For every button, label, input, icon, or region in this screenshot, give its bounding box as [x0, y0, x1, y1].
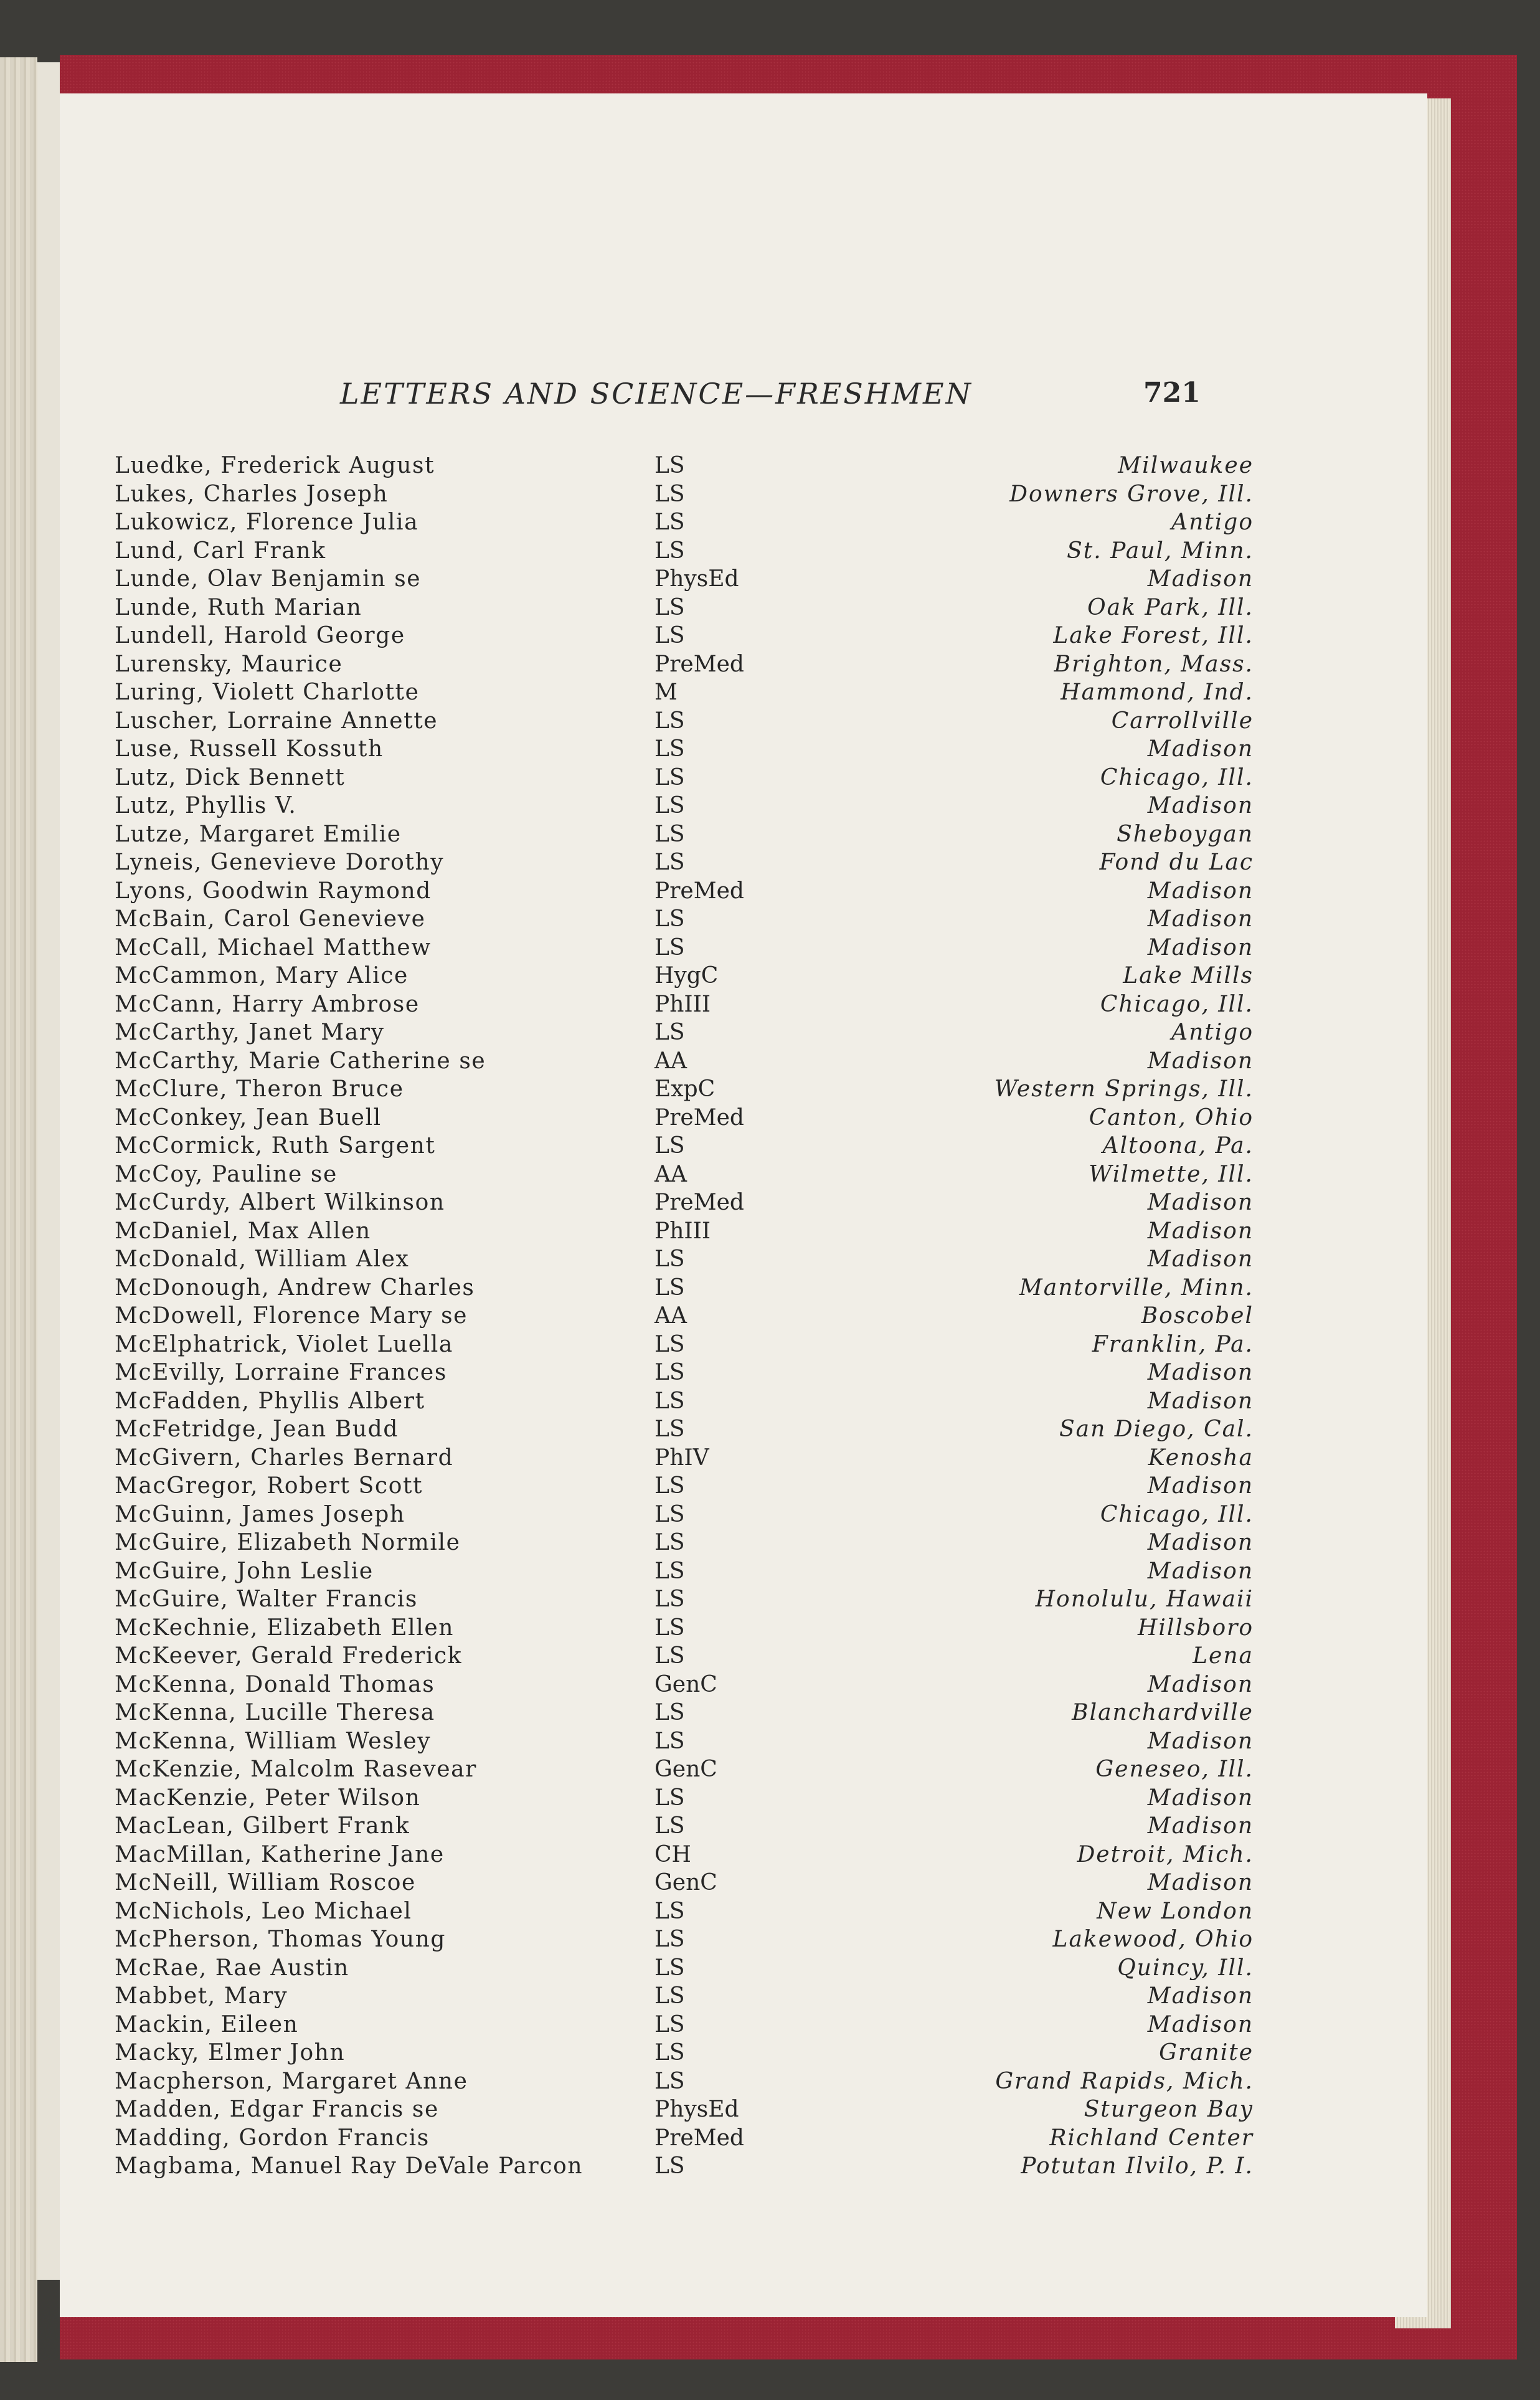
course-code: LS — [654, 510, 685, 535]
student-name: McCall, Michael Matthew — [115, 934, 432, 960]
list-item — [60, 820, 1427, 849]
course-code: LS — [654, 1587, 685, 1612]
list-item — [60, 1897, 1427, 1926]
list-item — [60, 2067, 1427, 2096]
course-code: LS — [654, 538, 685, 564]
course-code: LS — [654, 821, 685, 847]
hometown: Chicago, Ill. — [1100, 1501, 1254, 1527]
page-header — [60, 377, 1427, 414]
list-item — [60, 905, 1427, 934]
student-name: McConkey, Jean Buell — [115, 1104, 382, 1131]
student-name: McCarthy, Janet Mary — [115, 1020, 385, 1045]
student-name: MacKenzie, Peter Wilson — [115, 1785, 421, 1811]
list-item — [60, 565, 1427, 594]
course-code: LS — [654, 1501, 685, 1527]
course-code: GenC — [654, 1870, 717, 1895]
hometown: Madison — [1147, 1530, 1254, 1555]
course-code: LS — [654, 1927, 685, 1952]
hometown: Carrollville — [1111, 708, 1254, 734]
list-item — [60, 1841, 1427, 1869]
student-name: Macky, Elmer John — [115, 2040, 346, 2066]
hometown: Grand Rapids, Mich. — [995, 2068, 1254, 2094]
list-item — [60, 508, 1427, 537]
course-code: LS — [654, 736, 685, 762]
list-item — [60, 792, 1427, 820]
hometown: Madison — [1147, 736, 1254, 762]
list-item — [60, 764, 1427, 792]
student-name: McGuinn, James Joseph — [115, 1501, 405, 1527]
course-code: LS — [654, 1246, 685, 1272]
list-item — [60, 735, 1427, 764]
course-code: LS — [654, 2040, 685, 2066]
student-name: Lutz, Dick Bennett — [115, 764, 346, 790]
list-item — [60, 2124, 1427, 2153]
book-page — [60, 93, 1427, 2317]
hometown: Madison — [1147, 1048, 1254, 1074]
course-code: LS — [654, 453, 685, 478]
list-item — [60, 1982, 1427, 2011]
student-name: Lyons, Goodwin Raymond — [115, 878, 432, 904]
list-item — [60, 877, 1427, 906]
student-name: Madding, Gordon Francis — [115, 2125, 430, 2151]
course-code: PhIII — [654, 991, 711, 1017]
course-code: LS — [654, 708, 685, 734]
hometown: San Diego, Cal. — [1059, 1416, 1254, 1442]
student-name: McEvilly, Lorraine Frances — [115, 1360, 447, 1385]
course-code: M — [654, 680, 678, 705]
course-code: LS — [654, 1133, 685, 1159]
list-item — [60, 1585, 1427, 1614]
hometown: Madison — [1147, 934, 1254, 960]
course-code: AA — [654, 1303, 687, 1329]
hometown: Madison — [1147, 1671, 1254, 1697]
list-item — [60, 2011, 1427, 2039]
list-item — [60, 2095, 1427, 2124]
course-code: LS — [654, 1728, 685, 1754]
course-code: AA — [654, 1048, 687, 1074]
course-code: PreMed — [654, 651, 744, 677]
list-item — [60, 707, 1427, 736]
student-name: Lutze, Margaret Emilie — [115, 821, 402, 847]
list-item — [60, 480, 1427, 509]
hometown: St. Paul, Minn. — [1067, 538, 1254, 564]
course-code: LS — [654, 1388, 685, 1414]
hometown: Lake Mills — [1123, 963, 1254, 989]
course-code: LS — [654, 594, 685, 620]
course-code: LS — [654, 1898, 685, 1924]
student-name: Luring, Violett Charlotte — [115, 680, 420, 705]
hometown: Fond du Lac — [1099, 850, 1254, 875]
student-name: Lunde, Olav Benjamin se — [115, 566, 422, 592]
student-name: McGuire, Walter Francis — [115, 1587, 418, 1612]
course-code: PreMed — [654, 878, 744, 904]
student-name: McRae, Rae Austin — [115, 1955, 349, 1981]
student-name: Mackin, Eileen — [115, 2011, 299, 2037]
student-name: McDonough, Andrew Charles — [115, 1274, 475, 1301]
list-item — [60, 1755, 1427, 1784]
student-name: Lutz, Phyllis V. — [115, 793, 297, 818]
student-name: Luedke, Frederick August — [115, 453, 435, 478]
hometown: Madison — [1147, 1218, 1254, 1244]
hometown: Madison — [1147, 1983, 1254, 2009]
hometown: Madison — [1147, 878, 1254, 904]
hometown: Madison — [1147, 1870, 1254, 1895]
course-code: LS — [654, 1473, 685, 1499]
student-name: Luscher, Lorraine Annette — [115, 708, 438, 734]
list-item — [60, 934, 1427, 962]
student-name: McElphatrick, Violet Luella — [115, 1331, 453, 1357]
student-name: Lund, Carl Frank — [115, 538, 326, 564]
list-item — [60, 1018, 1427, 1047]
course-code: PhysEd — [654, 566, 739, 592]
course-code: ExpC — [654, 1076, 716, 1102]
course-code: LS — [654, 793, 685, 818]
list-item — [60, 1472, 1427, 1501]
student-name: McGuire, John Leslie — [115, 1558, 374, 1584]
list-item — [60, 1245, 1427, 1274]
hometown: Brighton, Mass. — [1054, 651, 1254, 677]
course-code: LS — [654, 1643, 685, 1669]
list-item — [60, 990, 1427, 1019]
course-code: PhIV — [654, 1444, 709, 1471]
hometown: Boscobel — [1141, 1303, 1254, 1329]
hometown: Kenosha — [1148, 1444, 1254, 1471]
hometown: Madison — [1147, 793, 1254, 818]
list-item — [60, 1812, 1427, 1841]
course-code: LS — [654, 1558, 685, 1584]
hometown: Madison — [1147, 1246, 1254, 1272]
course-code: PreMed — [654, 2125, 744, 2151]
list-item — [60, 650, 1427, 679]
student-name: McCammon, Mary Alice — [115, 963, 409, 989]
list-item — [60, 537, 1427, 566]
hometown: Potutan Ilvilo, P. I. — [1021, 2153, 1254, 2179]
hometown: Quincy, Ill. — [1117, 1955, 1254, 1981]
list-item — [60, 1075, 1427, 1104]
list-item — [60, 1444, 1427, 1473]
hometown: Detroit, Mich. — [1077, 1841, 1254, 1867]
hometown: Madison — [1147, 566, 1254, 592]
student-name: McGivern, Charles Bernard — [115, 1444, 454, 1471]
hometown: Western Springs, Ill. — [994, 1076, 1254, 1102]
hometown: Antigo — [1171, 510, 1254, 535]
hometown: Madison — [1147, 1190, 1254, 1215]
hometown: Milwaukee — [1118, 453, 1254, 478]
list-item — [60, 1132, 1427, 1160]
list-item — [60, 1925, 1427, 1954]
list-item — [60, 452, 1427, 480]
course-code: LS — [654, 1785, 685, 1811]
list-item — [60, 2039, 1427, 2067]
student-list — [60, 452, 1427, 2181]
student-name: McFetridge, Jean Budd — [115, 1416, 399, 1442]
hometown: Franklin, Pa. — [1092, 1331, 1254, 1357]
hometown: Mantorville, Minn. — [1019, 1274, 1254, 1301]
course-code: LS — [654, 1274, 685, 1301]
list-item — [60, 962, 1427, 990]
course-code: LS — [654, 934, 685, 960]
list-item — [60, 1642, 1427, 1671]
course-code: LS — [654, 1955, 685, 1981]
list-item — [60, 1217, 1427, 1246]
course-code: LS — [654, 1615, 685, 1641]
list-item — [60, 1047, 1427, 1076]
hometown: Madison — [1147, 1785, 1254, 1811]
hometown: Chicago, Ill. — [1100, 991, 1254, 1017]
course-code: LS — [654, 906, 685, 932]
hometown: Lena — [1193, 1643, 1254, 1669]
hometown: Antigo — [1171, 1020, 1254, 1045]
list-item — [60, 622, 1427, 650]
student-name: McKechnie, Elizabeth Ellen — [115, 1615, 455, 1641]
list-item — [60, 848, 1427, 877]
student-name: McKenna, Lucille Theresa — [115, 1700, 435, 1725]
list-item — [60, 1699, 1427, 1727]
course-code: LS — [654, 1360, 685, 1385]
hometown: Wilmette, Ill. — [1089, 1161, 1254, 1187]
hometown: Lake Forest, Ill. — [1053, 623, 1254, 648]
course-code: PreMed — [654, 1104, 744, 1131]
facing-page-edge — [0, 57, 37, 2362]
course-code: LS — [654, 850, 685, 875]
list-item — [60, 1104, 1427, 1132]
course-code: LS — [654, 1700, 685, 1725]
list-item — [60, 1330, 1427, 1359]
list-item — [60, 2152, 1427, 2181]
list-item — [60, 1274, 1427, 1302]
list-item — [60, 678, 1427, 707]
student-name: Lyneis, Genevieve Dorothy — [115, 850, 445, 875]
course-code: AA — [654, 1161, 687, 1187]
student-name: MacLean, Gilbert Frank — [115, 1813, 410, 1839]
student-name: Lurensky, Maurice — [115, 651, 343, 677]
course-code: LS — [654, 1416, 685, 1442]
course-code: LS — [654, 764, 685, 790]
hometown: Madison — [1147, 1813, 1254, 1839]
course-code: LS — [654, 2011, 685, 2037]
course-code: PreMed — [654, 1190, 744, 1215]
course-code: LS — [654, 2153, 685, 2179]
hometown: Richland Center — [1049, 2125, 1254, 2151]
hometown: Sheboygan — [1117, 821, 1254, 847]
hometown: Chicago, Ill. — [1100, 764, 1254, 790]
course-code: LS — [654, 623, 685, 648]
running-head: LETTERS AND SCIENCE—FRESHMEN — [340, 377, 973, 410]
list-item — [60, 1160, 1427, 1189]
list-item — [60, 1387, 1427, 1416]
list-item — [60, 1302, 1427, 1330]
course-code: HygC — [654, 963, 719, 989]
student-name: McKenna, William Wesley — [115, 1728, 432, 1754]
hometown: Madison — [1147, 1558, 1254, 1584]
student-name: McDaniel, Max Allen — [115, 1218, 371, 1244]
list-item — [60, 1415, 1427, 1444]
hometown: Altoona, Pa. — [1102, 1133, 1254, 1159]
student-name: McNeill, William Roscoe — [115, 1870, 416, 1895]
student-name: Lukowicz, Florence Julia — [115, 510, 419, 535]
hometown: Hammond, Ind. — [1061, 680, 1254, 705]
hometown: Madison — [1147, 2011, 1254, 2037]
student-name: McCarthy, Marie Catherine se — [115, 1048, 486, 1074]
course-code: LS — [654, 481, 685, 507]
list-item — [60, 1869, 1427, 1897]
student-name: Madden, Edgar Francis se — [115, 2097, 439, 2122]
course-code: LS — [654, 2068, 685, 2094]
hometown: Madison — [1147, 1473, 1254, 1499]
student-name: Lukes, Charles Joseph — [115, 481, 389, 507]
list-item — [60, 1671, 1427, 1699]
list-item — [60, 1784, 1427, 1813]
student-name: McBain, Carol Genevieve — [115, 906, 426, 932]
hometown: Honolulu, Hawaii — [1035, 1587, 1254, 1612]
student-name: McClure, Theron Bruce — [115, 1076, 404, 1102]
student-name: McKenzie, Malcolm Rasevear — [115, 1757, 477, 1782]
student-name: McPherson, Thomas Young — [115, 1927, 446, 1952]
student-name: McGuire, Elizabeth Normile — [115, 1530, 461, 1555]
hometown: Madison — [1147, 1728, 1254, 1754]
list-item — [60, 594, 1427, 622]
student-name: McDowell, Florence Mary se — [115, 1303, 468, 1329]
hometown: Madison — [1147, 1360, 1254, 1385]
list-item — [60, 1529, 1427, 1557]
student-name: Magbama, Manuel Ray DeVale Parcon — [115, 2153, 583, 2179]
course-code: LS — [654, 1020, 685, 1045]
list-item — [60, 1557, 1427, 1586]
student-name: McCann, Harry Ambrose — [115, 991, 420, 1017]
hometown: Oak Park, Ill. — [1087, 594, 1254, 620]
course-code: LS — [654, 1331, 685, 1357]
hometown: Sturgeon Bay — [1084, 2097, 1254, 2122]
student-name: MacMillan, Katherine Jane — [115, 1841, 445, 1867]
student-name: Lundell, Harold George — [115, 623, 405, 648]
student-name: Lunde, Ruth Marian — [115, 594, 362, 620]
student-name: Mabbet, Mary — [115, 1983, 288, 2009]
hometown: Madison — [1147, 1388, 1254, 1414]
hometown: Lakewood, Ohio — [1052, 1927, 1254, 1952]
student-name: McDonald, William Alex — [115, 1246, 410, 1272]
student-name: McNichols, Leo Michael — [115, 1898, 412, 1924]
course-code: LS — [654, 1983, 685, 2009]
student-name: Macpherson, Margaret Anne — [115, 2068, 468, 2094]
student-name: McKenna, Donald Thomas — [115, 1671, 435, 1697]
hometown: Blanchardville — [1072, 1700, 1254, 1725]
course-code: PhysEd — [654, 2097, 739, 2122]
list-item — [60, 1501, 1427, 1529]
hometown: Madison — [1147, 906, 1254, 932]
student-name: Luse, Russell Kossuth — [115, 736, 384, 762]
hometown: New London — [1097, 1898, 1254, 1924]
list-item — [60, 1188, 1427, 1217]
student-name: MacGregor, Robert Scott — [115, 1473, 423, 1499]
student-name: McCormick, Ruth Sargent — [115, 1133, 436, 1159]
course-code: LS — [654, 1813, 685, 1839]
hometown: Canton, Ohio — [1089, 1104, 1254, 1131]
student-name: McCurdy, Albert Wilkinson — [115, 1190, 445, 1215]
course-code: PhIII — [654, 1218, 711, 1244]
list-item — [60, 1359, 1427, 1387]
hometown: Downers Grove, Ill. — [1009, 481, 1254, 507]
student-name: McCoy, Pauline se — [115, 1161, 338, 1187]
course-code: GenC — [654, 1757, 717, 1782]
student-name: McKeever, Gerald Frederick — [115, 1643, 463, 1669]
list-item — [60, 1614, 1427, 1643]
list-item — [60, 1727, 1427, 1756]
course-code: LS — [654, 1530, 685, 1555]
hometown: Hillsboro — [1137, 1615, 1254, 1641]
page-number: 721 — [1143, 377, 1201, 409]
list-item — [60, 1954, 1427, 1983]
hometown: Granite — [1159, 2040, 1254, 2066]
course-code: GenC — [654, 1671, 717, 1697]
course-code: CH — [654, 1841, 691, 1867]
hometown: Geneseo, Ill. — [1095, 1757, 1254, 1782]
student-name: McFadden, Phyllis Albert — [115, 1388, 425, 1414]
